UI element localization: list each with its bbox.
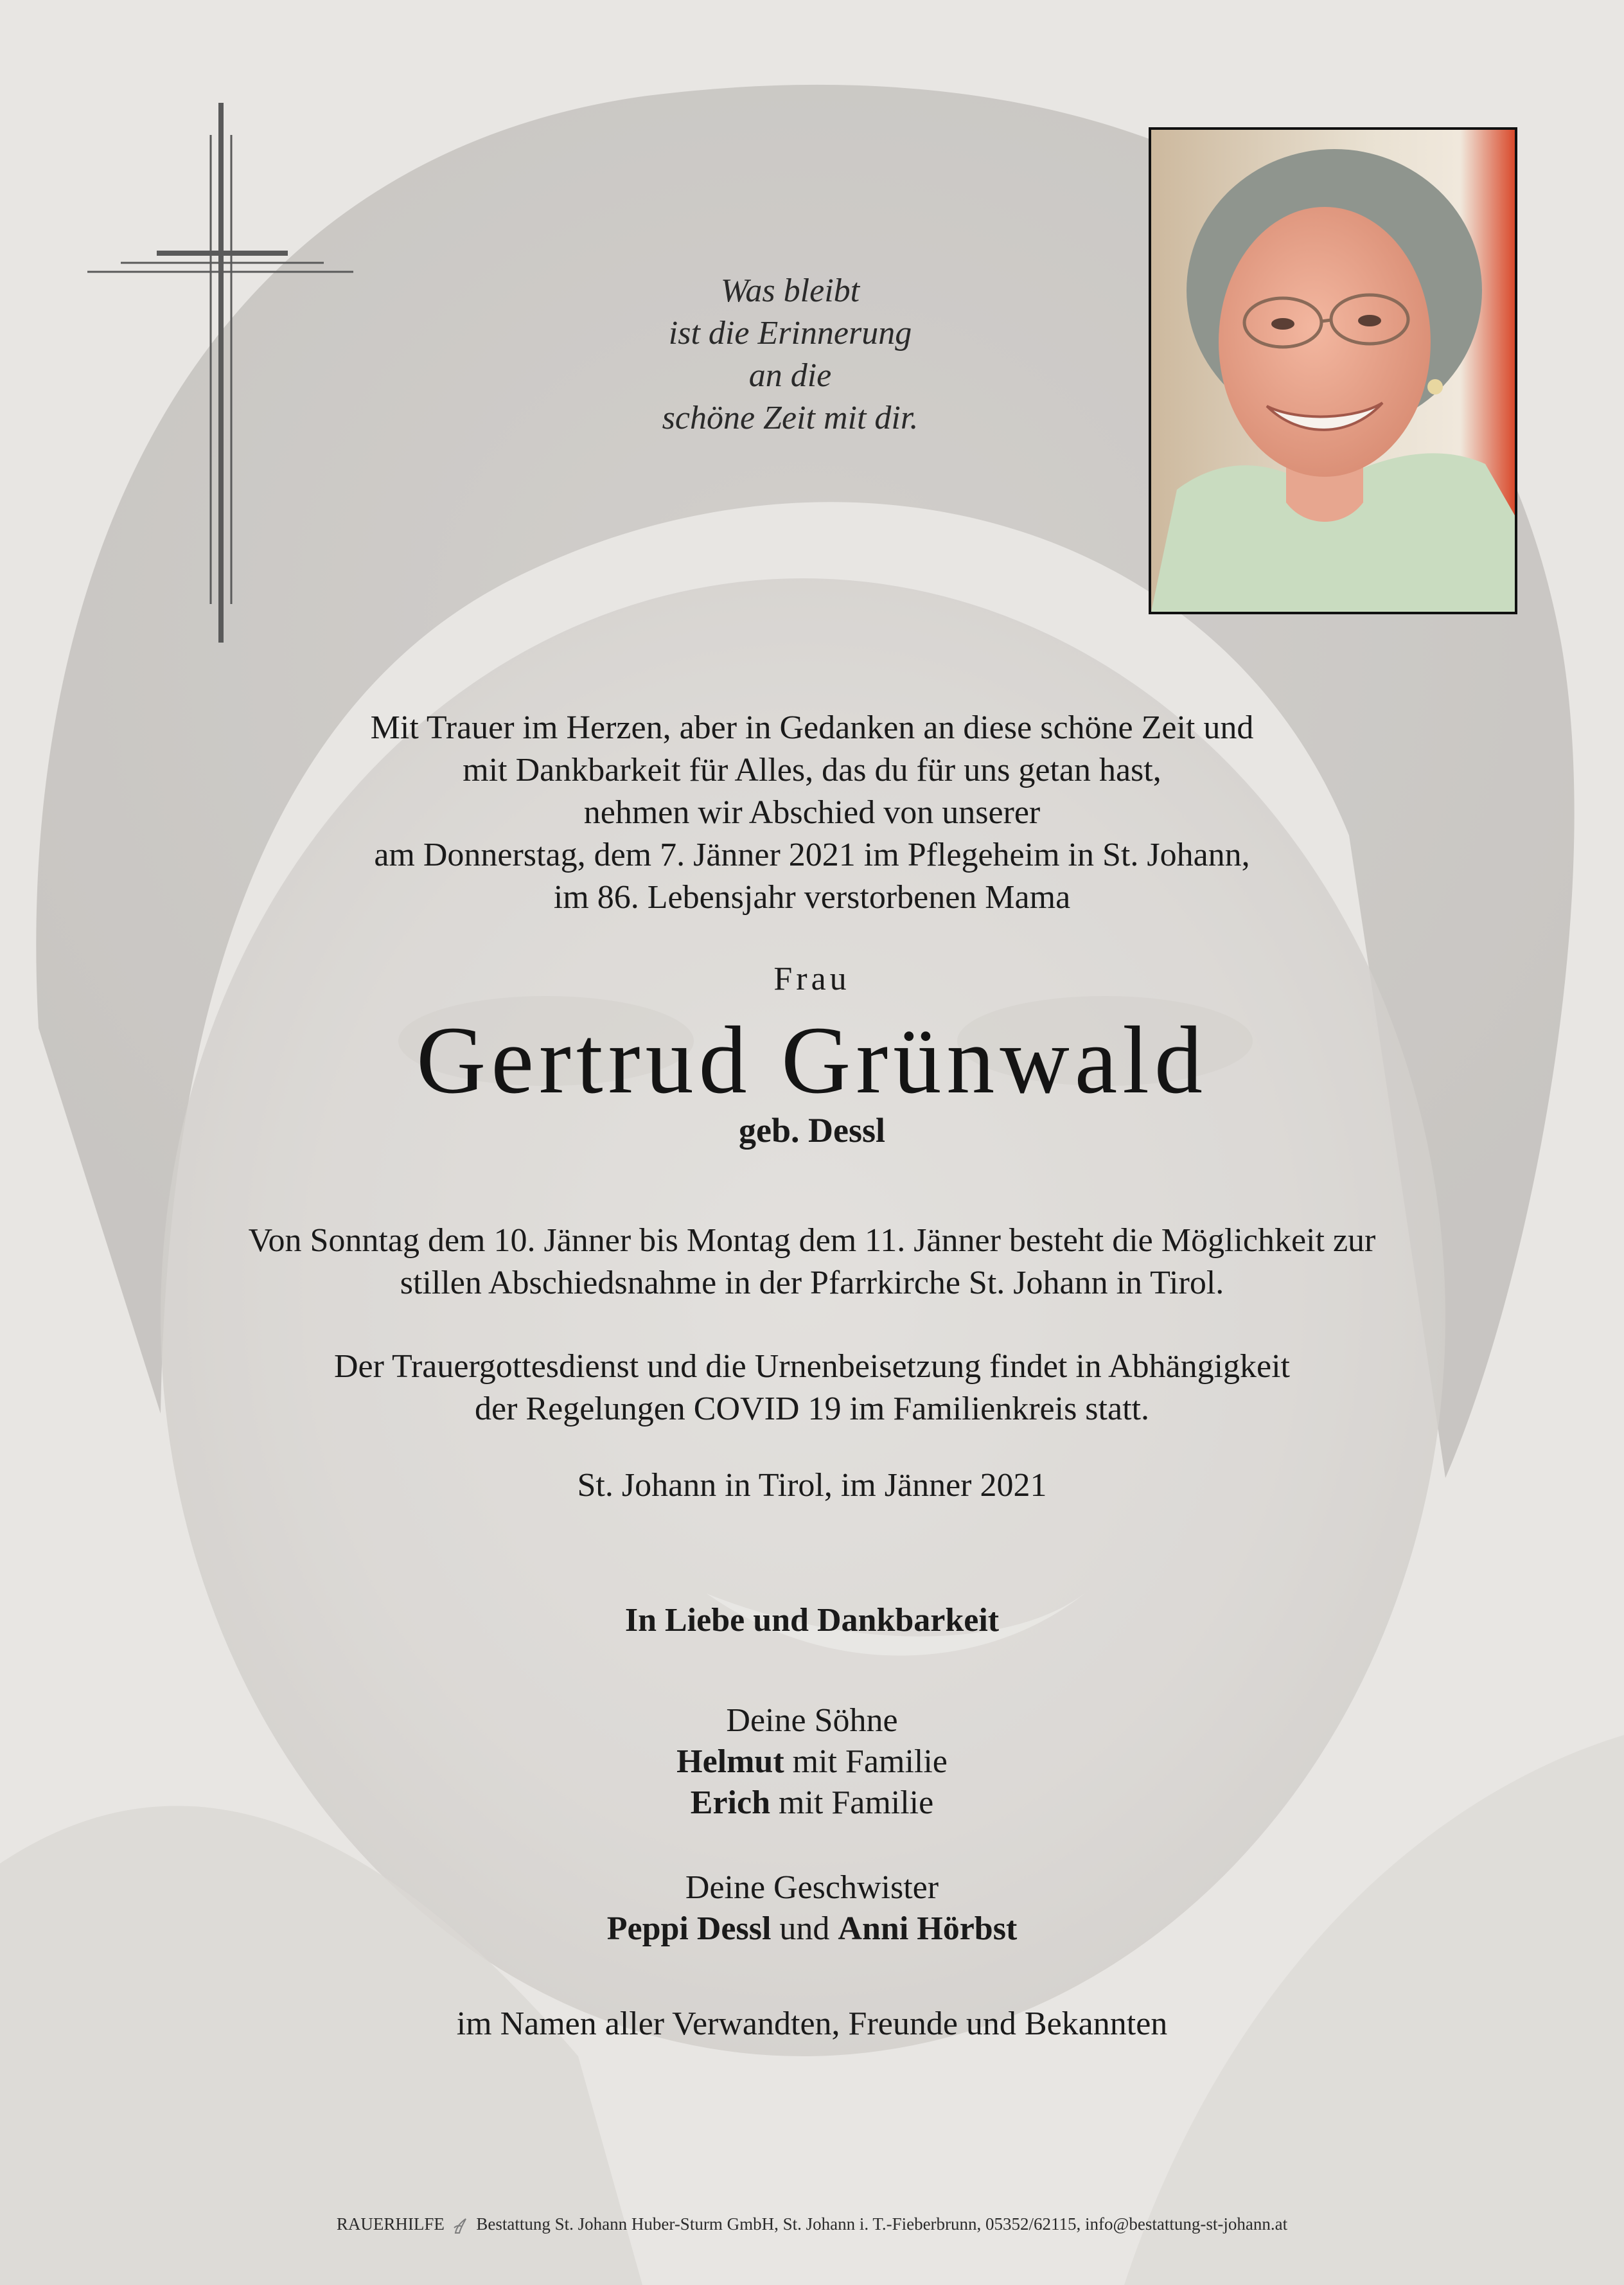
intro-line: mit Dankbarkeit für Alles, das du für uns getan hast, (463, 752, 1161, 788)
sibling-joiner: und (771, 1910, 838, 1947)
intro-line: am Donnerstag, dem 7. Jänner 2021 im Pflegeheim in St. Johann, (374, 837, 1250, 873)
intro-text (0, 707, 1624, 919)
sibling-name: Anni Hörbst (838, 1910, 1018, 1947)
motto-line: ist die Erinnerung (668, 315, 912, 351)
family-member (0, 1741, 1624, 1783)
deceased-name: Gertrud Grünwald (416, 1007, 1208, 1114)
service-line: der Regelungen COVID 19 im Familienkreis statt. (475, 1391, 1149, 1427)
member-suffix: mit Familie (784, 1743, 948, 1780)
footer-text: Bestattung St. Johann Huber-Sturm GmbH, St. Johann i. T.-Fieberbrunn, 05352/62115, info@bestattung-st-johann.at (476, 2214, 1288, 2234)
cross-icon (87, 103, 357, 643)
place-date: St. Johann in Tirol, im Jänner 2021 (577, 1467, 1047, 1504)
viewing-line: stillen Abschiedsnahme in der Pfarrkirche St. Johann in Tirol. (400, 1265, 1224, 1301)
intro-line: Mit Trauer im Herzen, aber in Gedanken an diese schöne Zeit und (370, 709, 1254, 746)
motto-line: Was bleibt (720, 272, 860, 309)
salutation: Frau (773, 961, 851, 997)
motto (578, 270, 1002, 440)
signoff: In Liebe und Dankbarkeit (624, 1602, 1000, 1639)
viewing-line: Von Sonntag dem 10. Jänner bis Montag dem 11. Jänner besteht die Möglichkeit zur (248, 1222, 1376, 1259)
portrait-photo (1149, 127, 1517, 614)
intro-line: nehmen wir Abschied von unserer (583, 794, 1041, 831)
siblings-names (0, 1908, 1624, 1950)
motto-line: schöne Zeit mit dir. (662, 400, 919, 436)
service-line: Der Trauergottesdienst und die Urnenbeisetzung findet in Abhängigkeit (334, 1348, 1290, 1385)
dove-icon (453, 2216, 468, 2236)
member-name: Erich (690, 1784, 770, 1821)
viewing-info (0, 1220, 1624, 1304)
sons-section (0, 1700, 1624, 1824)
siblings-section (0, 1867, 1624, 1950)
sibling-name: Peppi Dessl (606, 1910, 772, 1947)
service-info (0, 1346, 1624, 1430)
siblings-heading: Deine Geschwister (685, 1869, 939, 1906)
footer-brand: RAUERHILFE (336, 2214, 445, 2234)
member-name: Helmut (676, 1743, 784, 1780)
member-suffix: mit Familie (770, 1784, 934, 1821)
family-member (0, 1783, 1624, 1824)
closing-line: im Namen aller Verwandten, Freunde und Bekannten (456, 2005, 1168, 2042)
sons-heading: Deine Söhne (726, 1702, 898, 1739)
footer (0, 2214, 1624, 2236)
maiden-name: geb. Dessl (739, 1111, 885, 1150)
motto-line: an die (748, 357, 832, 394)
intro-line: im 86. Lebensjahr verstorbenen Mama (553, 879, 1071, 916)
